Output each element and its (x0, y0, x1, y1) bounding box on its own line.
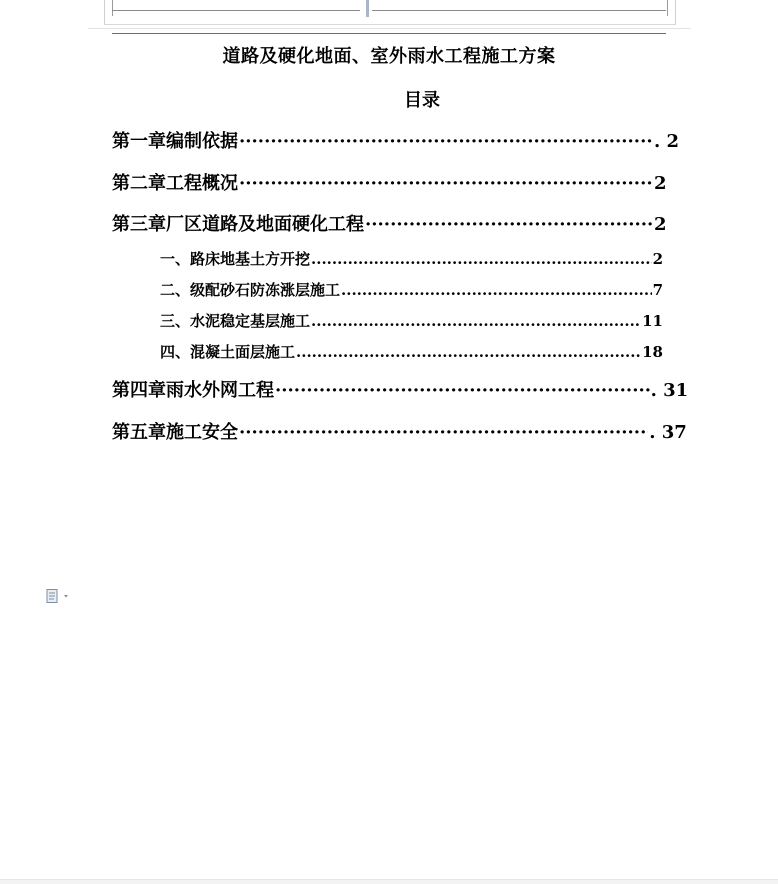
toc-leader (341, 281, 652, 299)
toc-page-number: . 37 (649, 422, 687, 443)
toc-leader (239, 422, 648, 443)
toc-chapter-title: 厂区道路及地面硬化工程 (166, 214, 364, 235)
page-separator (88, 28, 691, 29)
bottom-scroll-area (0, 879, 778, 884)
toc-page-number: . 31 (650, 380, 689, 401)
toc-section-title: 二、级配砂石防冻涨层施工 (160, 281, 341, 299)
toc-leader (239, 173, 653, 194)
toc-leader (311, 250, 652, 268)
previous-page-table (112, 0, 668, 16)
toc-page-number: 11 (642, 312, 663, 330)
toc-heading: 目录 (404, 90, 440, 111)
toc-entry-chapter-1[interactable] (112, 127, 680, 153)
toc-chapter-number: 第三章 (112, 214, 166, 235)
toc-leader (239, 131, 653, 152)
toc-chapter-title: 施工安全 (166, 422, 238, 443)
header-rule (112, 33, 666, 34)
toc-leader (296, 343, 641, 361)
toc-leader (365, 214, 653, 235)
toc-section-title: 三、水泥稳定基层施工 (160, 312, 311, 330)
toc-chapter-title: 编制依据 (166, 131, 238, 152)
toc-entry-chapter-5[interactable] (112, 418, 687, 444)
toc-chapter-title: 雨水外网工程 (166, 380, 274, 401)
previous-page-table-rule (112, 10, 360, 11)
toc-entry-section-3[interactable] (160, 310, 663, 331)
toc-chapter-number: 第二章 (112, 173, 166, 194)
toc-page-number: 2 (652, 250, 663, 268)
toc-entry-section-4[interactable] (160, 341, 663, 362)
paste-options-button[interactable] (46, 588, 72, 602)
toc-section-title: 四、混凝土面层施工 (160, 343, 296, 361)
toc-page-number: 7 (652, 281, 663, 299)
toc-entry-section-1[interactable] (160, 248, 663, 269)
toc-page-number: 2 (654, 173, 667, 194)
toc-leader (311, 312, 641, 330)
chevron-down-icon (64, 595, 68, 598)
toc-section-title: 一、路床地基土方开挖 (160, 250, 311, 268)
document-title: 道路及硬化地面、室外雨水工程施工方案 (222, 46, 556, 67)
toc-entry-chapter-3[interactable] (112, 210, 666, 236)
toc-entry-chapter-2[interactable] (112, 169, 666, 195)
toc-chapter-number: 第一章 (112, 131, 166, 152)
toc-entry-chapter-4[interactable] (112, 376, 689, 402)
toc-chapter-number: 第四章 (112, 380, 166, 401)
toc-leader (275, 380, 650, 401)
toc-chapter-title: 工程概况 (166, 173, 238, 194)
toc-chapter-number: 第五章 (112, 422, 166, 443)
paste-options-icon (46, 589, 72, 603)
toc-entry-section-2[interactable] (160, 279, 663, 300)
previous-page-table-rule (372, 10, 666, 11)
text-cursor (366, 0, 369, 17)
toc-page-number: . 2 (654, 131, 680, 152)
toc-page-number: 18 (642, 343, 663, 361)
toc-page-number: 2 (654, 214, 667, 235)
